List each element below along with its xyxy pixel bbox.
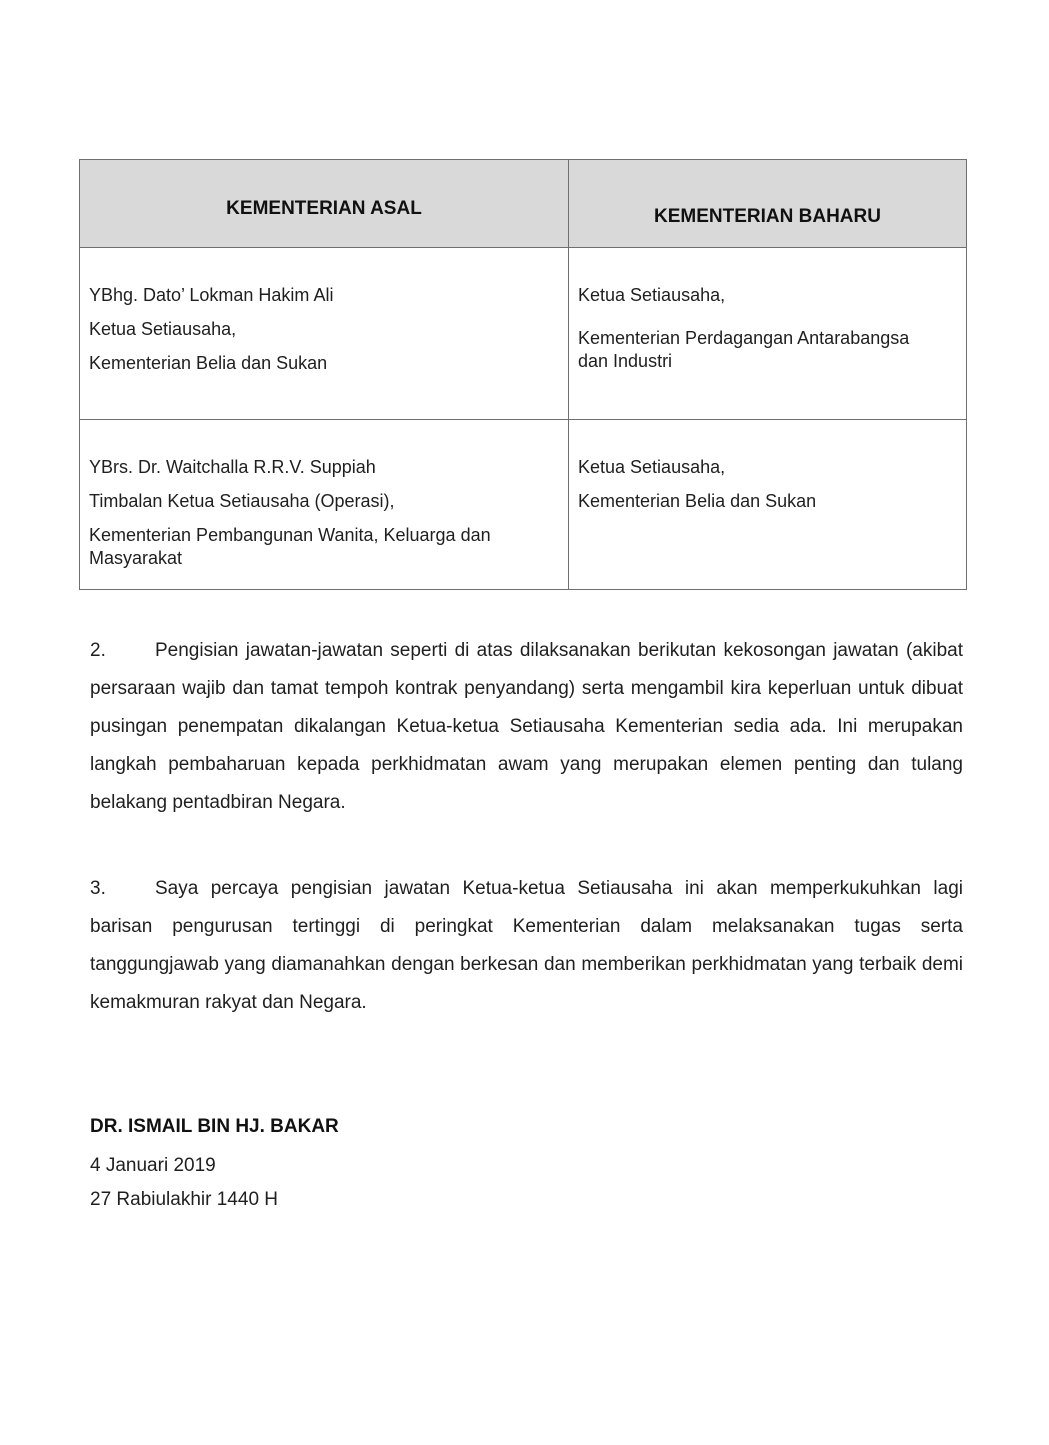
table-row-divider xyxy=(80,419,966,420)
paragraph-2 xyxy=(90,632,963,822)
cell-line: Kementerian Perdagangan Antarabangsa xyxy=(578,328,910,348)
signatory-name: DR. ISMAIL BIN HJ. BAKAR xyxy=(90,1116,339,1137)
cell-line: Ketua Setiausaha, xyxy=(578,285,726,305)
paragraph-number: 2. xyxy=(90,640,106,661)
paragraph-3 xyxy=(90,870,963,1022)
paragraph-number: 3. xyxy=(90,878,106,899)
cell-line: Ketua Setiausaha, xyxy=(89,319,237,339)
cell-line: Kementerian Pembangunan Wanita, Keluarga dan xyxy=(89,525,491,545)
cell-line: Ketua Setiausaha, xyxy=(578,457,726,477)
cell-line: YBhg. Dato’ Lokman Hakim Ali xyxy=(89,285,334,305)
cell-line: Timbalan Ketua Setiausaha (Operasi), xyxy=(89,491,395,511)
cell-line: Masyarakat xyxy=(89,548,183,568)
header-kementerian-asal: KEMENTERIAN ASAL xyxy=(226,198,422,219)
table-cell-baharu xyxy=(578,284,909,373)
header-kementerian-baharu: KEMENTERIAN BAHARU xyxy=(654,206,881,227)
table-cell-asal xyxy=(89,456,491,570)
signature-hijri-date: 27 Rabiulakhir 1440 H xyxy=(90,1189,279,1210)
cell-line: dan Industri xyxy=(578,351,673,371)
cell-line: Kementerian Belia dan Sukan xyxy=(578,491,817,511)
signature-date: 4 Januari 2019 xyxy=(90,1155,216,1176)
table-cell-baharu xyxy=(578,456,816,513)
ministry-transfer-table xyxy=(79,159,967,590)
table-cell-asal xyxy=(89,284,333,375)
paragraph-text: Pengisian jawatan-jawatan seperti di atas dilaksanakan berikutan kekosongan jawatan (akibat persaraan wajib dan tamat tempoh kontrak penyandang) serta mengambil kira keperluan untuk dibuat pusingan penempatan dikalangan Ketua-ketua Setiausaha Kementerian sedia ada. Ini merupakan langkah pembaharuan kepada perkhidmatan awam yang merupakan elemen penting dan tulang belakang pentadbiran Negara. xyxy=(90,640,963,813)
cell-line: YBrs. Dr. Waitchalla R.R.V. Suppiah xyxy=(89,457,376,477)
table-row-divider xyxy=(80,247,966,248)
cell-line: Kementerian Belia dan Sukan xyxy=(89,353,328,373)
paragraph-text: Saya percaya pengisian jawatan Ketua-ketua Setiausaha ini akan memperkukuhkan lagi barisan pengurusan tertinggi di peringkat Kementerian dalam melaksanakan tugas serta tanggungjawab yang diamanahkan dengan berkesan dan memberikan perkhidmatan yang terbaik demi kemakmuran rakyat dan Negara. xyxy=(90,878,963,1013)
